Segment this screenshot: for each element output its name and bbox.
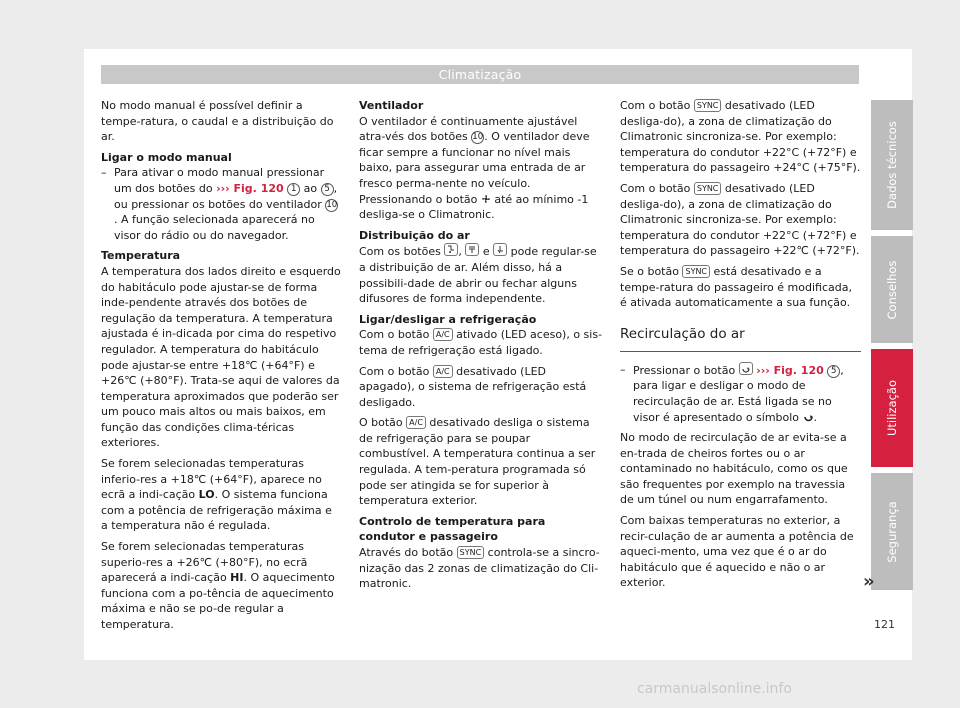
callout-number: 10	[472, 132, 484, 143]
dual-zone-heading: Controlo de temperatura para condutor e passageiro	[359, 514, 546, 544]
dash-bullet: –	[101, 166, 107, 180]
callout-number: 5	[321, 183, 334, 196]
sync-key: SYNC	[682, 265, 710, 278]
tab-dados-tecnicos[interactable]: Dados técnicos	[871, 100, 913, 230]
recirculation-key-icon	[739, 362, 753, 375]
air-windscreen-icon	[444, 243, 458, 256]
watermark: carmanualsonline.info	[637, 681, 792, 697]
manual-list-item: – Para ativar o modo manual pressionar um dos botões do ››› Fig. 120 1 ao 5 , ou pressionar os botões do ventilador 10. A função selecionada aparecerá no visor do rádio ou do navegador.	[101, 166, 338, 242]
dual-zone-paragraph: Através do botão SYNC controla-se a sincro-nização das 2 zonas de climatização do Cli-matronic.	[359, 546, 600, 591]
distribution-paragraph: Com os botões , e pode regular-se a distribuição de ar. Além disso, há a possibili-dade de abrir ou fechar alguns difusores de forma independente.	[359, 245, 597, 306]
distribution-heading: Distribuição do ar	[359, 228, 470, 242]
cooling-heading: Ligar/desligar a refrigeração	[359, 312, 537, 326]
column-1	[101, 98, 341, 638]
callout-number: 5	[827, 365, 840, 378]
air-face-icon	[465, 243, 479, 256]
manual-heading: Ligar o modo manual	[101, 150, 232, 164]
ac-key: A/C	[433, 365, 453, 378]
recirculation-list-item: – Pressionar o botão ››› Fig. 120 5 , para ligar e desligar o modo de recirculação de ar. Está ligada se no visor é apresentado o símbolo .	[620, 362, 844, 424]
tab-conselhos[interactable]: Conselhos	[871, 236, 913, 343]
sync-key: SYNC	[457, 546, 485, 559]
column-2	[359, 98, 603, 597]
continue-icon: »	[863, 571, 875, 592]
air-feet-icon	[493, 243, 507, 256]
sync-paragraph-3: Se o botão SYNC está desativado e a tempe-ratura do passageiro é modificada, é ativada automaticamente a sua função.	[620, 264, 852, 310]
ac-on-paragraph: Com o botão A/C ativado (LED aceso), o sis-tema de refrigeração está ligado.	[359, 328, 603, 357]
sync-key: SYNC	[694, 99, 722, 112]
figure-link[interactable]: ››› Fig. 120	[756, 363, 824, 377]
temperature-heading: Temperatura	[101, 249, 181, 263]
callout-number: 10	[326, 199, 338, 210]
fan-paragraph: O ventilador é continuamente ajustável atra-vés dos botões 10. O ventilador deve ficar sempre a funcionar no nível mais baixo, para assegurar uma entrada de ar fresco perma-nente no veículo. Pressionando o botão até ao mínimo -1 desliga-se o Climatronic.	[359, 114, 590, 222]
page-header: Climatização	[101, 65, 859, 84]
ac-key: A/C	[406, 416, 426, 429]
recirculation-paragraph-1: No modo de recirculação de ar evita-se a en-trada de cheiros fortes ou o ar contaminado no habitáculo, como os que são frequentes por exemplo na travessia de um túnel ou num engarrafamento.	[620, 431, 848, 507]
intro-paragraph: No modo manual é possível definir a tempe-ratura, o caudal e a distribuição do ar.	[101, 99, 334, 144]
ac-off-paragraph: Com o botão A/C desativado (LED apagado), o sistema de refrigeração está desligado.	[359, 364, 587, 409]
dash-bullet: –	[620, 362, 626, 376]
sync-paragraph-1: Com o botão SYNC desativado (LED desliga-do), a zona de climatização do Climatronic sincroniza-se. Por exemplo: temperatura do condutor +22°C (+72°F) e temperatura do passageiro +24°C (+75°F).	[620, 99, 861, 175]
fan-heading: Ventilador	[359, 99, 424, 112]
low-temp-paragraph: Se forem selecionadas temperaturas inferio-res a +18℃ (+64°F), aparece no ecrã a indi-cação LO. O sistema funciona com a potência de refrigeração máxima e a temperatura não é regulada.	[101, 457, 332, 533]
page-number: 121	[874, 618, 895, 631]
fan-icon	[481, 194, 491, 204]
recirculation-symbol-icon	[803, 413, 814, 422]
figure-link[interactable]: ››› Fig. 120	[216, 181, 284, 195]
high-temp-paragraph: Se forem selecionadas temperaturas superio-res a +26℃ (+80°F), no ecrã aparecerá a indi-cação HI. O aquecimento funciona com a po-tência de aquecimento máxima e não se po-de regular a temperatura.	[101, 540, 335, 631]
ac-saving-paragraph: O botão A/C desativado desliga o sistema de refrigeração para se poupar combustível. A temperatura continua a ser regulada. A tem-peratura programada só pode ser atingida se for superior à temperatura exterior.	[359, 416, 596, 508]
tab-utilizacao[interactable]: Utilização	[871, 349, 913, 467]
sync-paragraph-2: Com o botão SYNC desativado (LED desliga-do), a zona de climatização do Climatronic sincroniza-se. Por exemplo: temperatura do condutor +22°C (+72°F) e temperatura do passageiro +22℃ (+72°F).	[620, 181, 860, 258]
sync-key: SYNC	[694, 182, 722, 195]
ac-key: A/C	[433, 328, 453, 341]
recirculation-section-title: Recirculação do ar	[620, 325, 861, 352]
callout-number: 1	[287, 183, 300, 196]
temperature-paragraph: A temperatura dos lados direito e esquerdo do habitáculo pode ajustar-se de forma inde-pendente através dos botões de regulação da temperatura. A temperatura ajustada é in-dicada por cima do respetivo regulador. A temperatura do habitáculo pode ajustar-se entre +18℃ (+64°F) e +26℃ (+80°F). Trata-se aqui de valores da temperatura aproximados que poderão ser um pouco mais altos ou mais baixos, em função das condições clima-téricas exteriores.	[101, 264, 341, 450]
column-3	[620, 98, 861, 596]
tab-seguranca[interactable]: Segurança	[871, 473, 913, 590]
recirculation-paragraph-2: Com baixas temperaturas no exterior, a recir-culação de ar aumenta a potência de aqueci-mento, uma vez que é o ar do habitáculo que é aquecido e não o ar exterior.	[620, 514, 854, 590]
